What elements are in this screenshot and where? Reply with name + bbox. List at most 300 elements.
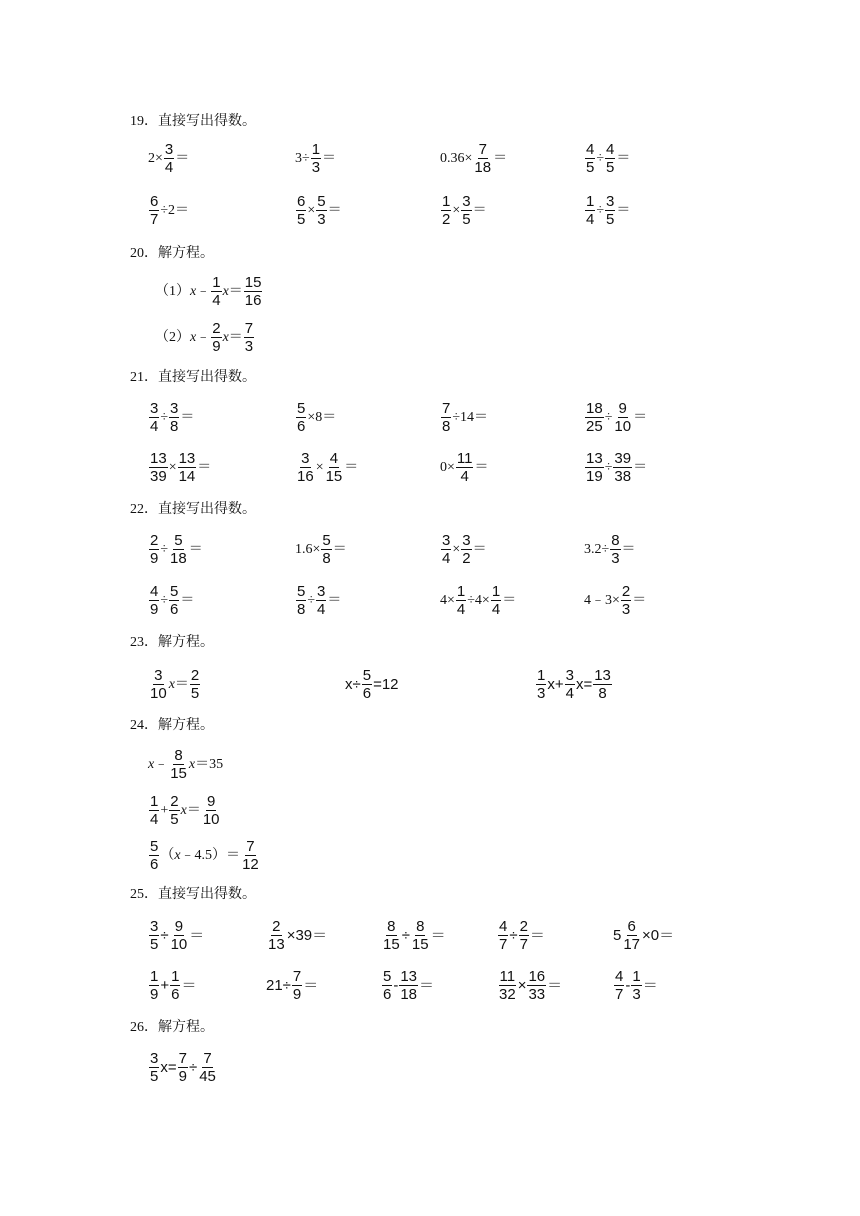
fraction-denominator: 4 <box>456 601 466 618</box>
expression-text: ＝ <box>186 802 201 818</box>
fraction-numerator: 5 <box>322 532 331 549</box>
fraction <box>149 968 159 1003</box>
fraction-numerator: 7 <box>292 968 302 985</box>
problem-23-expr-3 <box>535 667 613 702</box>
problem-19-expr-5 <box>148 193 189 228</box>
fraction <box>461 532 471 567</box>
expression-text: ÷ <box>160 927 169 944</box>
fraction <box>411 918 430 953</box>
fraction-numerator: 8 <box>611 532 620 549</box>
fraction <box>382 918 401 953</box>
fraction <box>169 747 188 782</box>
fraction-denominator: 4 <box>164 159 174 176</box>
fraction-numerator: 9 <box>206 793 216 810</box>
fraction-numerator: 1 <box>171 968 180 985</box>
expression-text: ＝ <box>174 676 189 692</box>
fraction-denominator: 8 <box>170 418 179 435</box>
fraction-numerator: 3 <box>164 141 174 158</box>
variable: x <box>222 283 229 299</box>
fraction-denominator: 4 <box>565 685 574 702</box>
fraction-denominator: 4 <box>460 468 469 485</box>
fraction-numerator: 3 <box>462 193 471 210</box>
fraction-denominator: 10 <box>202 811 220 828</box>
problem-22-expr-3 <box>440 532 487 567</box>
expression-text: ＝ <box>474 459 489 475</box>
fraction-denominator: 15 <box>170 765 187 782</box>
expression-text: ＝ <box>303 977 319 994</box>
fraction-numerator: 7 <box>246 838 255 855</box>
expression-text: ＝ <box>228 283 243 299</box>
expression-text: × <box>307 202 316 218</box>
fraction <box>621 583 631 618</box>
problem-21-heading: 21．直接写出得数。 <box>130 370 256 385</box>
fraction-denominator: 7 <box>150 211 159 228</box>
fraction-numerator: 3 <box>150 400 159 417</box>
fraction <box>149 793 159 828</box>
fraction-denominator: 3 <box>244 338 254 355</box>
fraction <box>178 1050 188 1085</box>
problem-19-expr-7 <box>440 193 487 228</box>
fraction-denominator: 38 <box>614 468 632 485</box>
problem-19-expr-2 <box>295 141 336 176</box>
fraction-denominator: 15 <box>325 468 343 485</box>
expression-text: ÷ <box>160 592 169 608</box>
fraction-numerator: 3 <box>606 193 615 210</box>
fraction <box>613 450 632 485</box>
problem-23-expr-2 <box>345 667 399 702</box>
expression-text: ×0＝ <box>642 927 675 944</box>
problem-24-heading: 24．解方程。 <box>130 718 214 733</box>
problem-19-expr-6 <box>295 193 342 228</box>
variable: x <box>174 847 181 863</box>
expression-text: ＝ <box>616 150 631 166</box>
fraction-denominator: 5 <box>586 159 595 176</box>
fraction-denominator: 4 <box>150 811 159 828</box>
fraction-denominator: 18 <box>400 986 418 1003</box>
problem-22-expr-1 <box>148 532 203 567</box>
fraction-denominator: 10 <box>170 936 188 953</box>
fraction-denominator: 39 <box>150 468 167 485</box>
fraction-numerator: 13 <box>594 667 611 684</box>
fraction-denominator: 6 <box>383 986 392 1003</box>
fraction-numerator: 8 <box>174 747 183 764</box>
problem-19-expr-3 <box>440 141 507 176</box>
fraction-numerator: 2 <box>150 532 159 549</box>
expression-text: ＝ <box>180 592 195 608</box>
fraction-numerator: 2 <box>272 918 281 935</box>
expression-text: ÷ <box>307 592 316 608</box>
fraction-numerator: 7 <box>244 320 254 337</box>
fraction-denominator: 9 <box>150 986 159 1003</box>
expression-text: ÷ <box>160 541 169 557</box>
fraction-numerator: 1 <box>150 793 159 810</box>
fraction <box>473 141 492 176</box>
fraction <box>593 667 612 702</box>
fraction-denominator: 7 <box>615 986 624 1003</box>
problem-25-expr-1 <box>148 918 204 953</box>
expression-text: ＝ <box>633 459 648 475</box>
fraction-denominator: 14 <box>178 468 196 485</box>
expression-text: ﹣ <box>196 329 211 345</box>
expression-text: 4× <box>440 592 455 608</box>
fraction <box>311 141 321 176</box>
fraction-denominator: 6 <box>297 418 306 435</box>
expression-text: ＝ <box>332 541 347 557</box>
expression-text: ＝ <box>430 927 446 944</box>
fraction-denominator: 4 <box>586 211 595 228</box>
problem-25-expr-8 <box>381 968 434 1003</box>
fraction-numerator: 5 <box>383 968 392 985</box>
problem-25-expr-5 <box>613 918 674 953</box>
expression-text: =12 <box>373 676 399 693</box>
fraction <box>605 141 615 176</box>
problem-21-expr-6 <box>295 450 358 485</box>
fraction-numerator: 5 <box>150 838 159 855</box>
fraction-denominator: 3 <box>632 986 641 1003</box>
fraction <box>498 918 508 953</box>
fraction-numerator: 3 <box>150 918 159 935</box>
fraction-denominator: 13 <box>268 936 285 953</box>
fraction-denominator: 9 <box>212 338 221 355</box>
fraction-numerator: 11 <box>499 968 516 985</box>
expression-text: ＝ <box>493 150 508 166</box>
fraction-numerator: 4 <box>150 583 159 600</box>
fraction-denominator: 16 <box>297 468 314 485</box>
fraction-numerator: 13 <box>586 450 603 467</box>
problem-24-expr-3 <box>148 838 261 873</box>
expression-text: ÷ <box>604 409 613 425</box>
fraction <box>149 918 159 953</box>
fraction-numerator: 1 <box>150 968 159 985</box>
fraction-denominator: 7 <box>519 936 528 953</box>
fraction-denominator: 5 <box>606 159 615 176</box>
fraction <box>178 450 197 485</box>
fraction <box>614 968 624 1003</box>
fraction-numerator: 4 <box>499 918 508 935</box>
fraction <box>316 193 326 228</box>
fraction-denominator: 18 <box>474 159 492 176</box>
fraction <box>170 918 189 953</box>
expression-text: 0× <box>440 459 455 475</box>
fraction <box>198 1050 217 1085</box>
problem-22-expr-5 <box>148 583 194 618</box>
expression-text: 4﹣3× <box>584 592 620 608</box>
fraction <box>169 793 179 828</box>
problem-26-expr-1 <box>148 1050 218 1085</box>
fraction-denominator: 8 <box>598 685 607 702</box>
fraction <box>149 1050 159 1085</box>
fraction-numerator: 5 <box>297 583 306 600</box>
problem-25-expr-4 <box>497 918 545 953</box>
fraction-denominator: 9 <box>178 1068 187 1085</box>
problem-24-expr-1 <box>148 747 223 782</box>
expression-text: 2× <box>148 150 163 166</box>
fraction-numerator: 7 <box>442 400 451 417</box>
fraction <box>149 667 168 702</box>
problem-19-expr-1 <box>148 141 189 176</box>
fraction-denominator: 8 <box>442 418 451 435</box>
fraction <box>241 838 260 873</box>
fraction-denominator: 15 <box>411 936 429 953</box>
fraction <box>149 450 168 485</box>
variable: x <box>190 283 197 299</box>
fraction-numerator: 13 <box>150 450 167 467</box>
fraction-denominator: 7 <box>499 936 508 953</box>
fraction <box>170 968 180 1003</box>
fraction-numerator: 3 <box>170 400 179 417</box>
fraction <box>292 968 302 1003</box>
expression-text: ＝ <box>189 927 205 944</box>
expression-text: ÷ <box>604 459 613 475</box>
expression-text: ＝ <box>327 202 342 218</box>
expression-text: （1） <box>155 283 190 299</box>
fraction <box>316 583 326 618</box>
problem-22-expr-2 <box>295 532 347 567</box>
fraction <box>169 583 179 618</box>
problem-20-expr-2 <box>155 320 255 355</box>
fraction <box>622 918 641 953</box>
fraction-numerator: 7 <box>178 1050 187 1067</box>
expression-text: ＝ <box>419 977 435 994</box>
fraction-numerator: 6 <box>627 918 636 935</box>
fraction <box>399 968 418 1003</box>
fraction-numerator: 15 <box>244 274 262 291</box>
fraction-numerator: 7 <box>203 1050 212 1067</box>
expression-text: ﹣ <box>154 756 169 772</box>
fraction-numerator: 1 <box>311 141 321 158</box>
fraction <box>149 532 159 567</box>
fraction <box>441 400 451 435</box>
expression-text: ＝ <box>322 150 337 166</box>
problem-21-expr-5 <box>148 450 211 485</box>
fraction-numerator: 13 <box>400 968 418 985</box>
problem-22-expr-6 <box>295 583 341 618</box>
fraction-denominator: 5 <box>150 1068 159 1085</box>
expression-text: ＝ <box>632 592 647 608</box>
fraction-denominator: 2 <box>442 211 451 228</box>
problem-24-expr-2 <box>148 793 222 828</box>
expression-text: x+ <box>547 676 564 693</box>
expression-text: ÷ <box>509 927 518 944</box>
fraction-denominator: 5 <box>462 211 471 228</box>
expression-text: ＝ <box>228 329 243 345</box>
fraction-numerator: 39 <box>614 450 632 467</box>
problem-22-heading: 22．直接写出得数。 <box>130 502 256 517</box>
expression-text: - <box>393 977 399 994</box>
problem-21-expr-7 <box>440 450 488 485</box>
expression-text: ×39＝ <box>286 927 328 944</box>
problem-25-expr-10 <box>613 968 658 1003</box>
expression-text: - <box>625 977 631 994</box>
expression-text: ÷4× <box>467 592 490 608</box>
fraction <box>202 793 221 828</box>
fraction-numerator: 4 <box>606 141 615 158</box>
expression-text: ＝ <box>344 459 359 475</box>
problem-25-expr-7 <box>266 968 318 1003</box>
fraction <box>605 193 615 228</box>
fraction-denominator: 16 <box>244 292 262 309</box>
expression-text: ＝ <box>633 409 648 425</box>
expression-text: ＝ <box>327 592 342 608</box>
expression-text: x÷ <box>345 676 361 693</box>
fraction-denominator: 33 <box>528 986 546 1003</box>
fraction <box>296 193 306 228</box>
fraction-denominator: 12 <box>242 856 259 873</box>
fraction-numerator: 2 <box>190 667 200 684</box>
fraction <box>631 968 641 1003</box>
problem-21-expr-4 <box>584 400 647 435</box>
fraction-numerator: 5 <box>174 532 183 549</box>
fraction <box>585 450 604 485</box>
fraction-numerator: 2 <box>170 793 179 810</box>
problem-21-expr-8 <box>584 450 647 485</box>
fraction-denominator: 45 <box>199 1068 216 1085</box>
expression-text: × <box>452 202 461 218</box>
expression-text: ＝ <box>642 977 658 994</box>
problem-23-heading: 23．解方程。 <box>130 635 214 650</box>
problem-22-expr-8 <box>584 583 646 618</box>
expression-text: ＝ <box>472 541 487 557</box>
fraction <box>244 274 263 309</box>
expression-text: ÷ <box>160 409 169 425</box>
fraction-denominator: 2 <box>462 550 471 567</box>
problem-25-heading: 25．直接写出得数。 <box>130 887 256 902</box>
fraction-denominator: 3 <box>621 601 631 618</box>
expression-text: 1.6× <box>295 541 321 557</box>
expression-text: ÷ <box>401 927 410 944</box>
fraction-denominator: 15 <box>383 936 400 953</box>
fraction-numerator: 8 <box>387 918 396 935</box>
fraction <box>456 450 474 485</box>
fraction-numerator: 9 <box>618 400 627 417</box>
fraction-numerator: 3 <box>565 667 574 684</box>
fraction-denominator: 10 <box>614 418 632 435</box>
fraction <box>527 968 546 1003</box>
fraction-numerator: 6 <box>297 193 306 210</box>
fraction <box>519 918 529 953</box>
expression-text: ÷ <box>596 202 605 218</box>
fraction-denominator: 25 <box>586 418 603 435</box>
fraction-numerator: 3 <box>462 532 471 549</box>
fraction-numerator: 3 <box>154 667 163 684</box>
fraction <box>441 193 451 228</box>
fraction-denominator: 3 <box>537 685 546 702</box>
fraction <box>190 667 200 702</box>
problem-22-expr-4 <box>584 532 636 567</box>
fraction-denominator: 6 <box>170 601 179 618</box>
fraction-denominator: 6 <box>171 986 180 1003</box>
fraction-numerator: 2 <box>621 583 631 600</box>
expression-text: ＝ <box>175 150 190 166</box>
problem-21-expr-1 <box>148 400 194 435</box>
expression-text: ＝ <box>621 541 636 557</box>
fraction-numerator: 5 <box>317 193 326 210</box>
fraction <box>610 532 620 567</box>
expression-text: ＝ <box>181 977 197 994</box>
expression-text: ×8＝ <box>307 409 337 425</box>
expression-text: x= <box>575 676 593 693</box>
fraction <box>164 141 174 176</box>
expression-text: × <box>315 459 324 475</box>
fraction-denominator: 4 <box>491 601 501 618</box>
expression-text: ＝ <box>502 592 517 608</box>
fraction <box>169 532 188 567</box>
variable: x <box>222 329 229 345</box>
expression-text: ＝35 <box>195 756 224 772</box>
expression-text: × <box>168 459 177 475</box>
fraction <box>296 400 306 435</box>
variable: x <box>180 802 187 818</box>
fraction-denominator: 6 <box>150 856 159 873</box>
fraction-denominator: 5 <box>150 936 159 953</box>
fraction <box>362 667 372 702</box>
fraction-denominator: 5 <box>170 811 179 828</box>
problem-25-expr-2 <box>266 918 327 953</box>
fraction-denominator: 18 <box>170 550 187 567</box>
fraction <box>441 532 451 567</box>
expression-text: ＝ <box>547 977 563 994</box>
expression-text: × <box>517 977 527 994</box>
fraction-denominator: 17 <box>623 936 641 953</box>
fraction-numerator: 3 <box>317 583 326 600</box>
problem-19-expr-4 <box>584 141 630 176</box>
expression-text: ÷ <box>188 1059 198 1076</box>
problem-19-expr-8 <box>584 193 630 228</box>
fraction-numerator: 11 <box>456 450 473 467</box>
variable: x <box>168 676 175 692</box>
fraction-numerator: 1 <box>632 968 641 985</box>
expression-text: 21÷ <box>266 977 291 994</box>
fraction-denominator: 9 <box>292 986 302 1003</box>
expression-text: ﹣4.5）＝ <box>180 847 241 863</box>
variable: x <box>188 756 196 772</box>
fraction-denominator: 9 <box>150 601 159 618</box>
fraction-numerator: 16 <box>528 968 546 985</box>
expression-text: ÷2＝ <box>160 202 190 218</box>
fraction-denominator: 5 <box>190 685 200 702</box>
expression-text: 3.2÷ <box>584 541 610 557</box>
expression-text: ＝ <box>529 927 545 944</box>
fraction-denominator: 10 <box>150 685 167 702</box>
fraction <box>585 400 604 435</box>
fraction-numerator: 3 <box>150 1050 159 1067</box>
fraction <box>149 583 159 618</box>
expression-text: ＝ <box>197 459 212 475</box>
fraction-numerator: 2 <box>519 918 528 935</box>
fraction <box>149 193 159 228</box>
variable: x <box>190 329 197 345</box>
expression-text: × <box>452 541 461 557</box>
problem-21-expr-3 <box>440 400 488 435</box>
expression-text: ＝ <box>472 202 487 218</box>
fraction <box>585 193 595 228</box>
expression-text: （2） <box>155 329 190 345</box>
expression-text: ÷14＝ <box>452 409 489 425</box>
problem-23-expr-1 <box>148 667 201 702</box>
fraction-numerator: 9 <box>174 918 184 935</box>
expression-text: x= <box>160 1059 177 1076</box>
fraction <box>149 400 159 435</box>
fraction-numerator: 1 <box>586 193 595 210</box>
fraction <box>565 667 575 702</box>
fraction-denominator: 19 <box>586 468 603 485</box>
fraction-numerator: 1 <box>212 274 221 291</box>
fraction <box>461 193 471 228</box>
fraction-numerator: 2 <box>212 320 221 337</box>
fraction <box>321 532 331 567</box>
expression-text: ＝ <box>188 541 203 557</box>
expression-text: ＝ <box>180 409 195 425</box>
